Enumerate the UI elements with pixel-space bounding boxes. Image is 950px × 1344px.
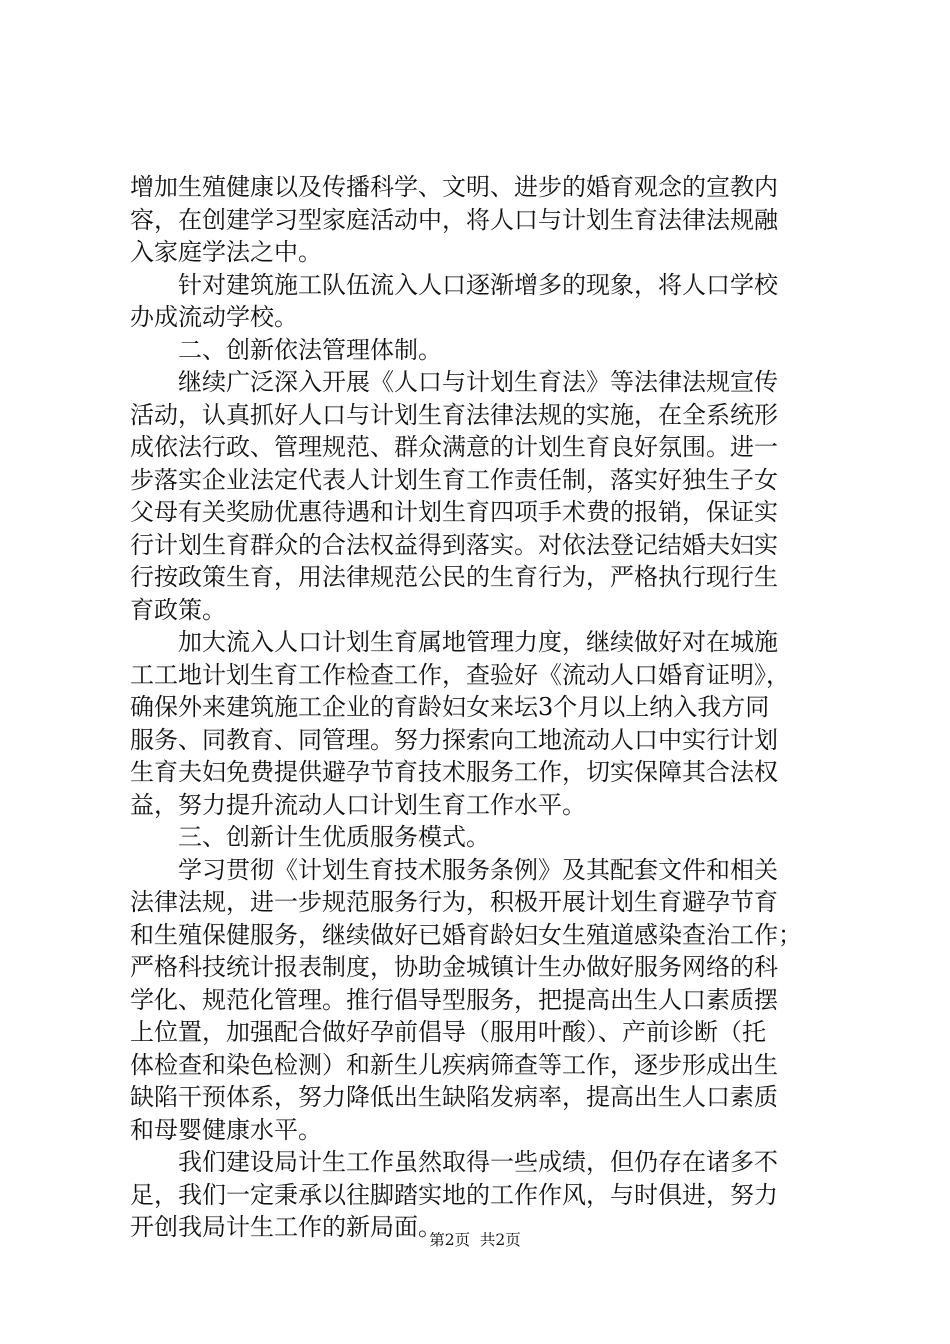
text-line: 生育夫妇免费提供避孕节育技术服务工作，切实保障其合法权 <box>130 758 778 786</box>
text-line: 上位置，加强配合做好孕前倡导（服用叶酸）、产前诊断（托 <box>130 1018 766 1046</box>
text-line: 活动，认真抓好人口与计划生育法律法规的实施，在全系统形 <box>130 400 778 429</box>
text-line: 步落实企业法定代表人计划生育工作责任制，落实好独生子女 <box>130 465 778 494</box>
text-line: 父母有关奖励优惠待遇和计划生育四项手术费的报销，保证实 <box>130 498 778 526</box>
text-line: 法律法规，进一步规范服务行为，积极开展计划生育避孕节育 <box>130 888 778 916</box>
text-line: 缺陷干预体系，努力降低出生缺陷发病率，提高出生人口素质 <box>130 1083 778 1111</box>
page-number-label: 第2页 共2页 <box>429 1231 521 1249</box>
text-line: 益，努力提升流动人口计划生育工作水平。 <box>130 790 586 819</box>
text-line: 行计划生育群众的合法权益得到落实。对依法登记结婚夫妇实 <box>130 530 778 559</box>
text-line: 严格科技统计报表制度，协助金城镇计生办做好服务网络的科 <box>130 953 778 981</box>
text-line: 和母婴健康水平。 <box>130 1115 322 1144</box>
section-heading: 二、创新依法管理体制。 <box>130 335 442 364</box>
text-line: 体检查和染色检测）和新生儿疾病筛查等工作，逐步形成出生 <box>130 1050 778 1079</box>
text-line: 确保外来建筑施工企业的育龄妇女来坛3个月以上纳入我方同 <box>130 693 770 721</box>
text-line: 我们建设局计生工作虽然取得一些成绩，但仍存在诸多不 <box>130 1148 778 1176</box>
text-line: 服务、同教育、同管理。努力探索向工地流动人口中实行计划 <box>130 725 778 754</box>
text-line: 加大流入人口计划生育属地管理力度，继续做好对在城施 <box>130 628 778 656</box>
text-line: 入家庭学法之中。 <box>130 238 322 266</box>
text-line: 行按政策生育，用法律规范公民的生育行为，严格执行现行生 <box>130 563 778 591</box>
text-line: 学化、规范化管理。推行倡导型服务，把提高出生人口素质摆 <box>130 985 778 1014</box>
text-line: 办成流动学校。 <box>130 303 298 331</box>
text-line: 育政策。 <box>130 595 226 624</box>
section-heading: 三、创新计生优质服务模式。 <box>130 823 490 851</box>
text-line: 和生殖保健服务，继续做好已婚育龄妇女生殖道感染查治工作； <box>130 920 802 949</box>
text-line: 成依法行政、管理规范、群众满意的计划生育良好氛围。进一 <box>130 433 778 461</box>
text-line: 容，在创建学习型家庭活动中，将人口与计划生育法律法规融 <box>130 205 778 234</box>
text-line: 工工地计划生育工作检查工作，查验好《流动人口婚育证明》， <box>130 660 790 689</box>
text-line: 继续广泛深入开展《人口与计划生育法》等法律法规宣传 <box>130 368 778 396</box>
text-line: 开创我局计生工作的新局面。 <box>130 1213 442 1241</box>
page-footer <box>0 1230 950 1250</box>
text-line: 足，我们一定秉承以往脚踏实地的工作作风，与时俱进，努力 <box>130 1180 778 1209</box>
text-line: 学习贯彻《计划生育技术服务条例》及其配套文件和相关 <box>130 855 778 884</box>
text-line: 增加生殖健康以及传播科学、文明、进步的婚育观念的宣教内 <box>130 173 778 201</box>
document-body <box>130 171 830 1244</box>
text-line: 针对建筑施工队伍流入人口逐渐增多的现象，将人口学校 <box>130 270 778 299</box>
